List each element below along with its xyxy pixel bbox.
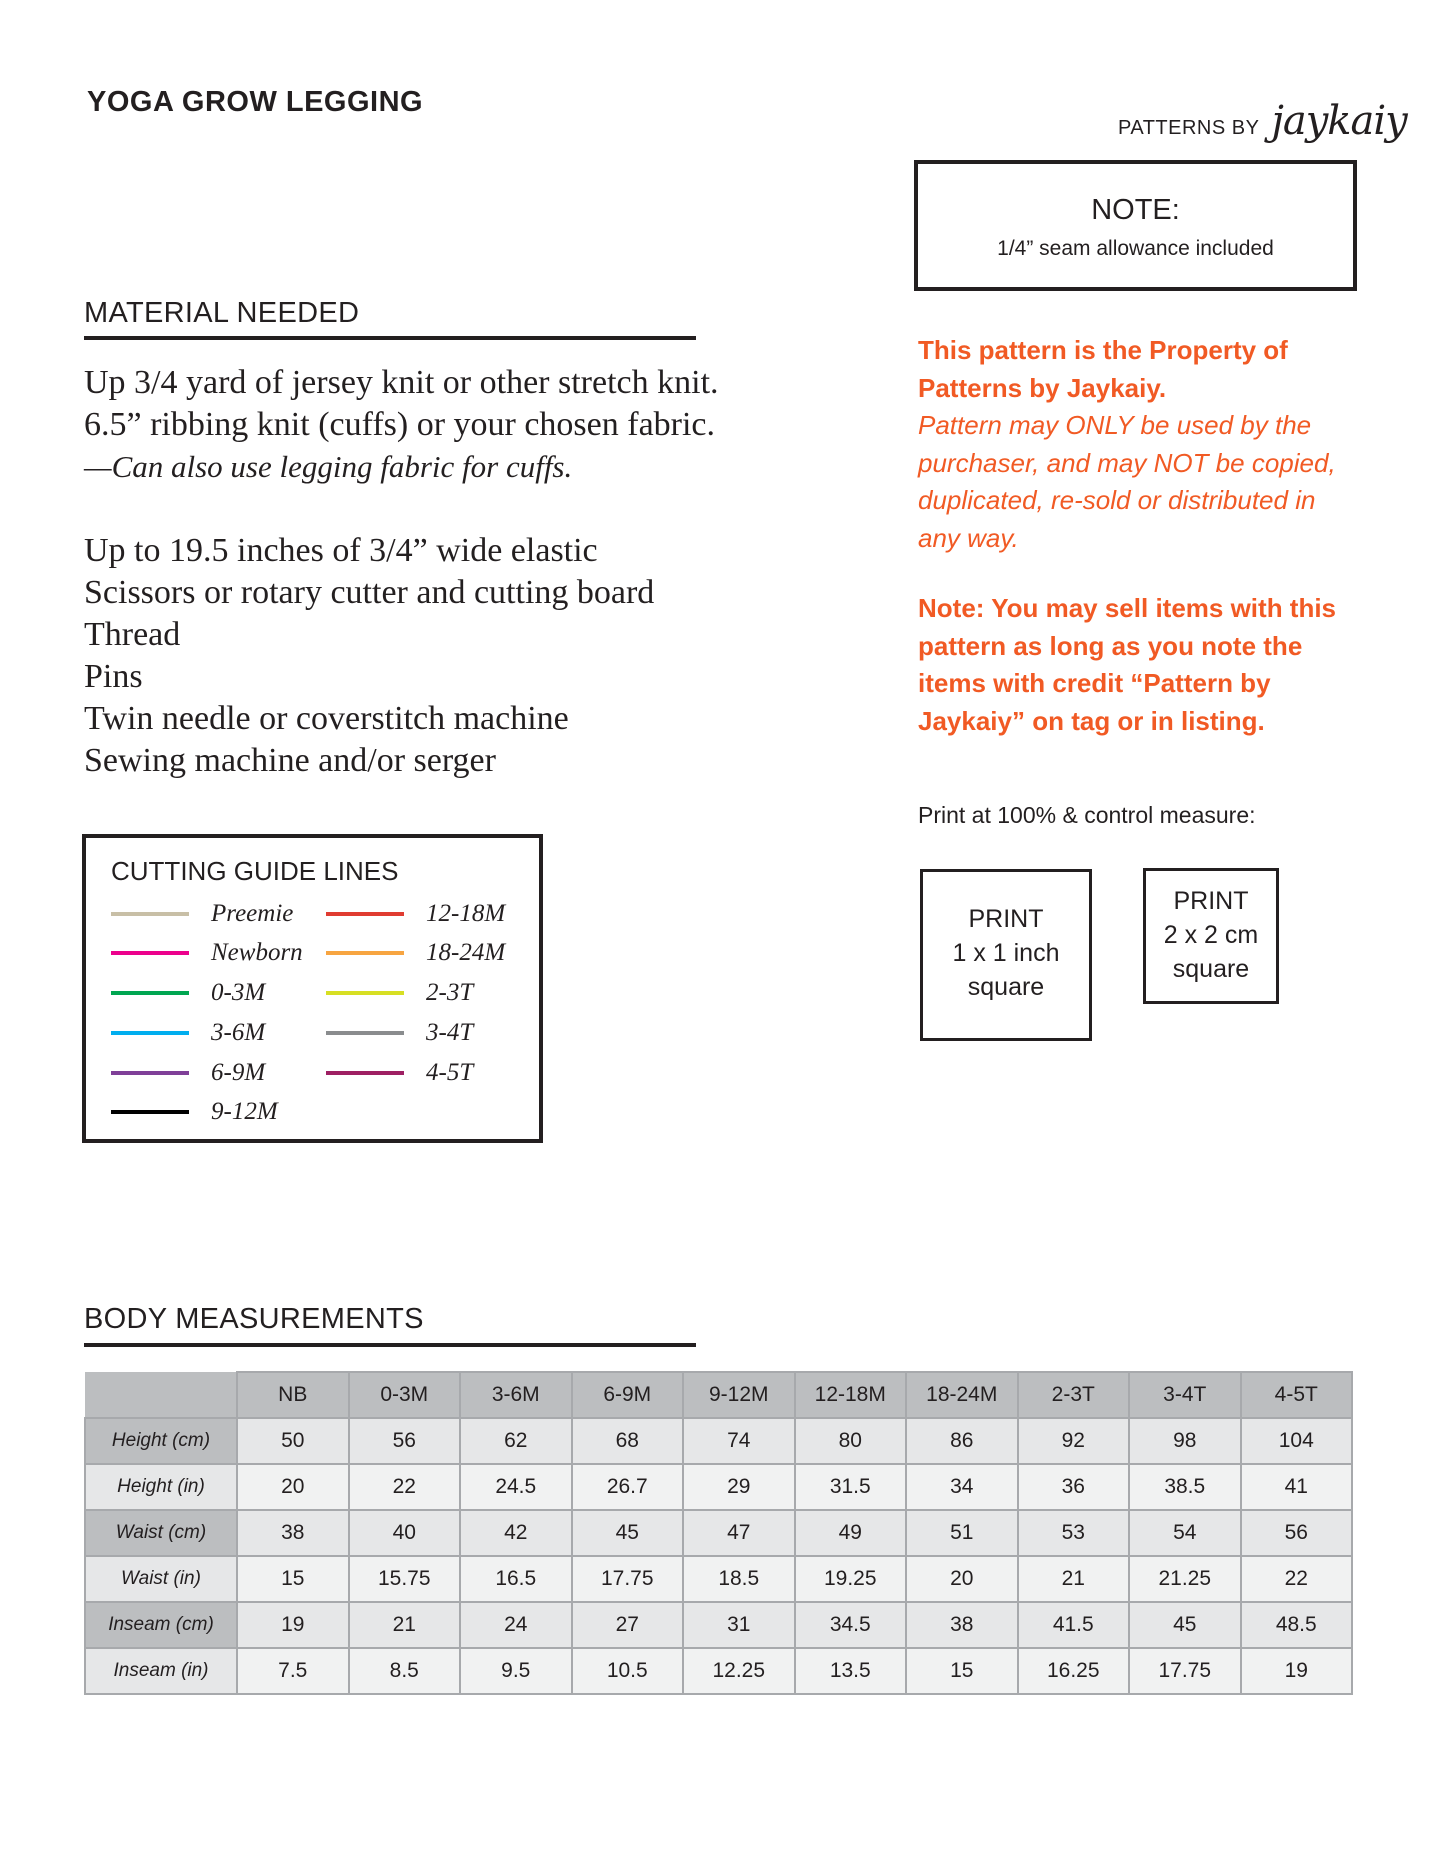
inch-test-square [920,869,1092,1041]
guide-label: 0-3M [211,979,266,1006]
table-cell: 15.75 [349,1556,461,1602]
guide-item-2-3t [326,979,473,1007]
sell-note-line: Jaykaiy” on tag or in listing. [918,705,1265,736]
guide-item-18-24m [326,939,505,967]
cm-box-line: PRINT [1173,887,1249,915]
table-cell: 104 [1241,1418,1353,1464]
column-header: 4-5T [1241,1372,1353,1418]
table-cell: 45 [572,1510,684,1556]
note-text: 1/4” seam allowance included [997,237,1274,260]
table-cell: 68 [572,1418,684,1464]
table-cell: 42 [460,1510,572,1556]
table-cell: 7.5 [237,1648,349,1694]
body-measurements-table [84,1371,1353,1695]
guide-color-line [111,1031,189,1035]
sell-note-line: pattern as long as you note the [918,630,1303,661]
inch-box-line: 1 x 1 inch [952,939,1060,967]
table-row [85,1464,1352,1510]
table-cell: 10.5 [572,1648,684,1694]
guide-item-12-18m [326,900,505,928]
table-cell: 38.5 [1129,1464,1241,1510]
table-cell: 53 [1018,1510,1130,1556]
row-label: Height (in) [85,1464,237,1510]
column-header: 9-12M [683,1372,795,1418]
cutting-guide-legend [82,834,543,1143]
brand-prefix: PATTERNS BY [1118,117,1260,139]
table-cell: 24 [460,1602,572,1648]
inch-box-line: PRINT [968,905,1044,933]
table-cell: 41.5 [1018,1602,1130,1648]
table-cell: 56 [349,1418,461,1464]
materials-rule [84,336,696,340]
table-cell: 18.5 [683,1556,795,1602]
guide-item-preemie [111,900,293,928]
table-cell: 19 [1241,1648,1353,1694]
table-cell: 21 [349,1602,461,1648]
guide-color-line [111,951,189,955]
guide-item-3-4t [326,1019,473,1047]
guide-item-4-5t [326,1059,473,1087]
table-cell: 21 [1018,1556,1130,1602]
table-header-row [85,1372,1352,1418]
guide-item-newborn [111,939,303,967]
row-label: Inseam (cm) [85,1602,237,1648]
table-cell: 45 [1129,1602,1241,1648]
table-cell: 19 [237,1602,349,1648]
table-cell: 26.7 [572,1464,684,1510]
table-cell: 38 [906,1602,1018,1648]
material-line: —Can also use legging fabric for cuffs. [84,449,573,484]
seam-allowance-note [914,160,1357,291]
materials-heading: MATERIAL NEEDED [84,297,360,329]
table-cell: 22 [1241,1556,1353,1602]
table-row [85,1602,1352,1648]
guide-color-line [326,1071,404,1075]
material-line: Up to 19.5 inches of 3/4” wide elastic [84,532,598,569]
table-cell: 34 [906,1464,1018,1510]
document-title: YOGA GROW LEGGING [87,86,424,118]
brand-name: jaykaiy [1271,98,1407,144]
guide-color-line [326,991,404,995]
table-cell: 20 [237,1464,349,1510]
guide-label: 12-18M [426,900,506,927]
rights-line: any way. [918,522,1019,553]
table-cell: 51 [906,1510,1018,1556]
guide-color-line [326,1031,404,1035]
column-header: NB [237,1372,349,1418]
table-cell: 36 [1018,1464,1130,1510]
table-cell: 16.25 [1018,1648,1130,1694]
material-line: 6.5” ribbing knit (cuffs) or your chosen fabric. [84,406,716,443]
guide-color-line [326,912,404,916]
column-header: 3-6M [460,1372,572,1418]
material-line: Thread [84,616,181,653]
table-row [85,1510,1352,1556]
table-cell: 13.5 [795,1648,907,1694]
guide-label: 3-4T [426,1019,474,1046]
guide-label: 3-6M [211,1019,266,1046]
table-cell: 34.5 [795,1602,907,1648]
guide-label: 4-5T [426,1059,474,1086]
table-cell: 21.25 [1129,1556,1241,1602]
row-label: Waist (in) [85,1556,237,1602]
table-cell: 15 [906,1648,1018,1694]
table-cell: 17.75 [572,1556,684,1602]
table-cell: 80 [795,1418,907,1464]
row-label: Inseam (in) [85,1648,237,1694]
inch-box-line: square [967,973,1045,1001]
table-cell: 47 [683,1510,795,1556]
material-line: Pins [84,658,143,695]
rights-line: duplicated, re-sold or distributed in [918,485,1316,515]
brand-logo [1118,98,1407,144]
guide-item-9-12m [111,1098,278,1126]
table-cell: 38 [237,1510,349,1556]
table-cell: 24.5 [460,1464,572,1510]
guide-color-line [326,951,404,955]
table-cell: 31 [683,1602,795,1648]
column-header: 18-24M [906,1372,1018,1418]
table-cell: 20 [906,1556,1018,1602]
table-cell: 31.5 [795,1464,907,1510]
material-line: Twin needle or coverstitch machine [84,700,569,737]
guide-label: Preemie [211,900,294,927]
guide-label: 2-3T [426,979,474,1006]
rights-line: Pattern may ONLY be used by the [918,410,1312,440]
table-row [85,1556,1352,1602]
table-cell: 41 [1241,1464,1353,1510]
material-line: Scissors or rotary cutter and cutting board [84,574,655,611]
table-cell: 54 [1129,1510,1241,1556]
table-cell: 22 [349,1464,461,1510]
sell-note-line: Note: You may sell items with this [918,593,1337,623]
table-cell: 40 [349,1510,461,1556]
guide-item-3-6m [111,1019,265,1047]
table-cell: 48.5 [1241,1602,1353,1648]
table-row [85,1418,1352,1464]
guide-item-0-3m [111,979,265,1007]
table-cell: 27 [572,1602,684,1648]
cm-test-square [1143,868,1279,1004]
cm-box-line: square [1172,955,1250,983]
print-instruction: Print at 100% & control measure: [918,802,1256,828]
material-line: Up 3/4 yard of jersey knit or other stretch knit. [84,364,719,401]
table-cell: 92 [1018,1418,1130,1464]
table-cell: 9.5 [460,1648,572,1694]
guide-label: Newborn [211,939,303,966]
guide-label: 9-12M [211,1098,278,1125]
column-header: 2-3T [1018,1372,1130,1418]
note-title: NOTE: [1091,194,1180,226]
column-header: 0-3M [349,1372,461,1418]
table-cell: 16.5 [460,1556,572,1602]
material-line: Sewing machine and/or serger [84,742,496,779]
column-header: 12-18M [795,1372,907,1418]
table-cell: 50 [237,1418,349,1464]
cutting-guide-title: CUTTING GUIDE LINES [111,856,399,886]
column-header: 6-9M [572,1372,684,1418]
rights-line: This pattern is the Property of [918,335,1288,365]
table-cell: 56 [1241,1510,1353,1556]
guide-color-line [111,1110,189,1114]
column-header: 3-4T [1129,1372,1241,1418]
measurements-heading: BODY MEASUREMENTS [84,1303,424,1335]
copyright-notice [918,332,1358,740]
rights-line: Patterns by Jaykaiy. [918,372,1167,403]
measurements-rule [84,1343,696,1347]
table-cell: 62 [460,1418,572,1464]
materials-list [84,362,724,782]
table-cell: 12.25 [683,1648,795,1694]
row-label: Waist (cm) [85,1510,237,1556]
guide-color-line [111,991,189,995]
table-cell: 8.5 [349,1648,461,1694]
table-cell: 49 [795,1510,907,1556]
table-cell: 17.75 [1129,1648,1241,1694]
sell-note-line: items with credit “Pattern by [918,668,1271,698]
guide-item-6-9m [111,1059,265,1087]
rights-line: purchaser, and may NOT be copied, [918,447,1336,478]
guide-color-line [111,1071,189,1075]
guide-label: 18-24M [426,939,506,966]
table-cell: 86 [906,1418,1018,1464]
table-cell: 74 [683,1418,795,1464]
table-row [85,1648,1352,1694]
table-cell: 19.25 [795,1556,907,1602]
table-cell: 15 [237,1556,349,1602]
guide-label: 6-9M [211,1059,266,1086]
table-cell: 98 [1129,1418,1241,1464]
row-label: Height (cm) [85,1418,237,1464]
guide-color-line [111,912,189,916]
cm-box-line: 2 x 2 cm [1163,921,1259,949]
table-cell: 29 [683,1464,795,1510]
